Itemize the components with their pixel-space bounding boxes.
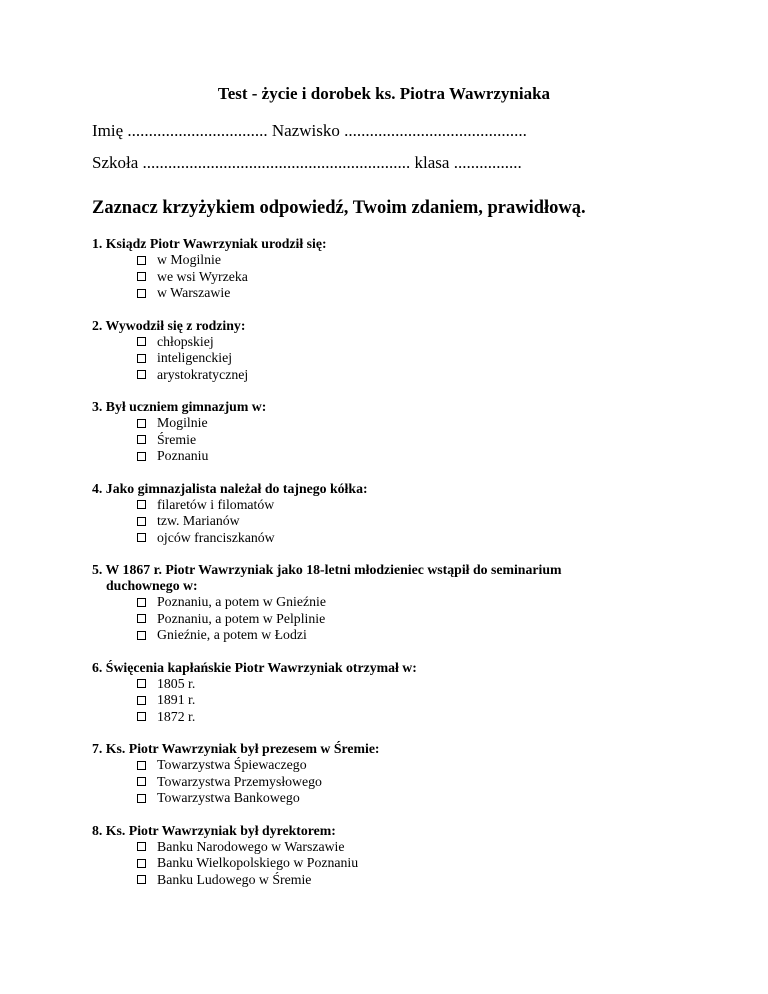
checkbox-icon[interactable]: [137, 272, 146, 281]
answer-option[interactable]: Banku Narodowego w Warszawie: [137, 839, 712, 856]
checkbox-icon[interactable]: [137, 337, 146, 346]
checkbox-icon[interactable]: [137, 614, 146, 623]
question-text: 4. Jako gimnazjalista należał do tajnego kółka:: [92, 480, 368, 496]
question-text: 3. Był uczniem gimnazjum w:: [92, 399, 267, 414]
answer-option[interactable]: Towarzystwa Przemysłowego: [137, 774, 712, 791]
answer-option[interactable]: chłopskiej: [137, 334, 712, 351]
answer-option[interactable]: w Mogilnie: [137, 252, 712, 269]
name-surname-line[interactable]: Imię ................................. Nazwisko ...........................................: [92, 121, 527, 140]
page-title: Test - życie i dorobek ks. Piotra Wawrzyniaka: [217, 84, 551, 103]
checkbox-icon[interactable]: [137, 712, 146, 721]
checkbox-icon[interactable]: [137, 500, 146, 509]
checkbox-icon[interactable]: [137, 370, 146, 379]
answer-option[interactable]: inteligenckiej: [137, 350, 712, 367]
question-5: [92, 562, 712, 644]
answer-option[interactable]: 1891 r.: [137, 692, 712, 709]
checkbox-icon[interactable]: [137, 777, 146, 786]
answer-option[interactable]: filaretów i filomatów: [137, 497, 712, 514]
answer-option[interactable]: Gnieźnie, a potem w Łodzi: [137, 627, 712, 644]
answer-option[interactable]: Poznaniu: [137, 448, 712, 465]
checkbox-icon[interactable]: [137, 517, 146, 526]
answer-option[interactable]: we wsi Wyrzeka: [137, 269, 712, 286]
question-8: [92, 823, 712, 889]
question-1: [92, 236, 712, 302]
checkbox-icon[interactable]: [137, 842, 146, 851]
checkbox-icon[interactable]: [137, 794, 146, 803]
question-text: 2. Wywodził się z rodziny:: [92, 317, 246, 333]
checkbox-icon[interactable]: [137, 533, 146, 542]
answer-option[interactable]: Banku Wielkopolskiego w Poznaniu: [137, 855, 712, 872]
answer-option[interactable]: Poznaniu, a potem w Gnieźnie: [137, 594, 712, 611]
question-text: 1. Ksiądz Piotr Wawrzyniak urodził się:: [92, 236, 327, 251]
answer-option[interactable]: Śremie: [137, 432, 712, 449]
answer-option[interactable]: tzw. Marianów: [137, 513, 712, 530]
checkbox-icon[interactable]: [137, 256, 146, 265]
question-text: 6. Święcenia kapłańskie Piotr Wawrzyniak otrzymał w:: [92, 659, 417, 675]
answer-option[interactable]: Towarzystwa Śpiewaczego: [137, 757, 712, 774]
checkbox-icon[interactable]: [137, 875, 146, 884]
checkbox-icon[interactable]: [137, 631, 146, 640]
school-class-line[interactable]: Szkoła ............................................................... klasa ................: [92, 153, 522, 172]
answer-option[interactable]: w Warszawie: [137, 285, 712, 302]
question-6: [92, 660, 712, 726]
answer-option[interactable]: Mogilnie: [137, 415, 712, 432]
instruction: Zaznacz krzyżykiem odpowiedź, Twoim zdaniem, prawidłową.: [92, 198, 586, 218]
checkbox-icon[interactable]: [137, 419, 146, 428]
question-text: 5. W 1867 r. Piotr Wawrzyniak jako 18-letni młodzieniec wstąpił do seminarium duchownego w:: [92, 562, 562, 593]
checkbox-icon[interactable]: [137, 354, 146, 363]
checkbox-icon[interactable]: [137, 859, 146, 868]
answer-option[interactable]: Banku Ludowego w Śremie: [137, 872, 712, 889]
question-3: [92, 399, 712, 465]
question-7: [92, 741, 712, 807]
checkbox-icon[interactable]: [137, 696, 146, 705]
checkbox-icon[interactable]: [137, 452, 146, 461]
answer-option[interactable]: arystokratycznej: [137, 367, 712, 384]
checkbox-icon[interactable]: [137, 435, 146, 444]
answer-option[interactable]: 1872 r.: [137, 709, 712, 726]
question-4: [92, 481, 712, 547]
checkbox-icon[interactable]: [137, 289, 146, 298]
checkbox-icon[interactable]: [137, 598, 146, 607]
question-2: [92, 318, 712, 384]
checkbox-icon[interactable]: [137, 679, 146, 688]
question-list: [92, 236, 712, 904]
answer-option[interactable]: Poznaniu, a potem w Pelplinie: [137, 611, 712, 628]
question-text: 7. Ks. Piotr Wawrzyniak był prezesem w Śremie:: [92, 741, 380, 756]
answer-option[interactable]: ojców franciszkanów: [137, 530, 712, 547]
question-text: 8. Ks. Piotr Wawrzyniak był dyrektorem:: [92, 822, 336, 838]
answer-option[interactable]: 1805 r.: [137, 676, 712, 693]
answer-option[interactable]: Towarzystwa Bankowego: [137, 790, 712, 807]
checkbox-icon[interactable]: [137, 761, 146, 770]
